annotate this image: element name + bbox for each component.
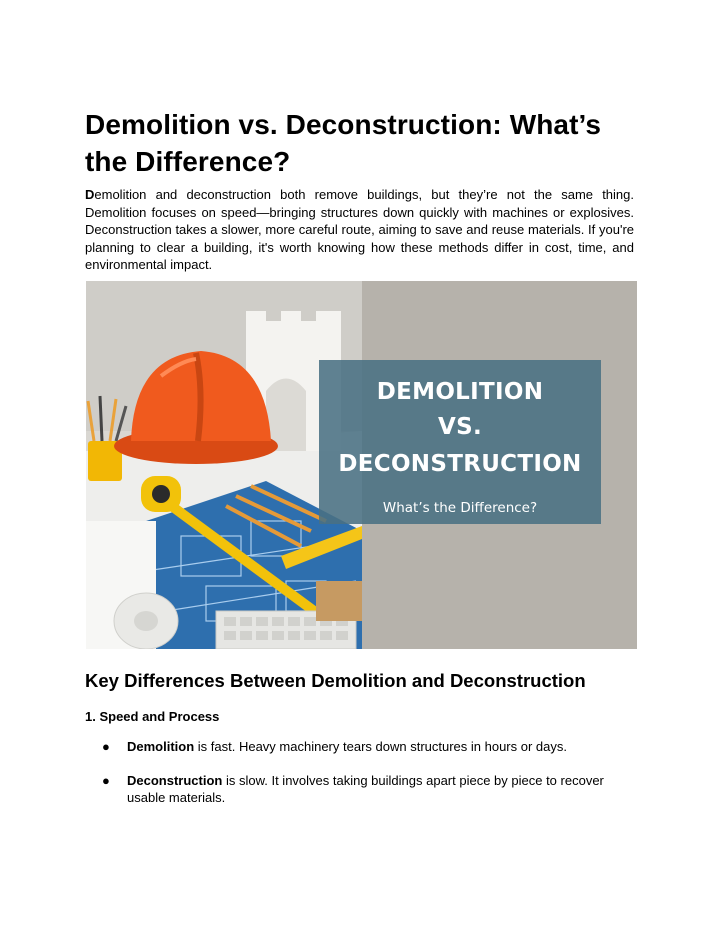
title-banner (319, 360, 601, 524)
bullet-text: is slow. It involves taking buildings apart piece by piece to recover usable materials. (127, 772, 604, 806)
bullet-text: is fast. Heavy machinery tears down structures in hours or days. (194, 739, 567, 754)
bullet-list (85, 738, 635, 823)
section-heading: Key Differences Between Demolition and Deconstruction (85, 670, 586, 691)
list-item (85, 772, 635, 807)
intro-paragraph (85, 186, 634, 274)
bullet-term: Deconstruction (127, 772, 223, 788)
hero-image (86, 281, 637, 649)
banner-line-3: DECONSTRUCTION (338, 451, 582, 477)
banner-line-1: DEMOLITION (376, 379, 544, 405)
intro-text: emolition and deconstruction both remove buildings, but they’re not the same thing. Demolition focuses on speed—bringing structures down quickly with machines or explosives. Deconstruction takes a slower, more careful route, aiming to save and reuse materials. If you're planning to clear a building, it's worth knowing how these methods differ in cost, time, and environmental impact. (85, 187, 634, 273)
subsection-heading: 1. Speed and Process (85, 709, 220, 724)
bullet-marker: ● (102, 739, 110, 754)
article-title: Demolition vs. Deconstruction: What’s the Difference? (85, 109, 602, 177)
intro-drop-letter: D (85, 187, 95, 202)
list-item (85, 738, 635, 756)
bullet-term: Demolition (127, 739, 195, 754)
banner-line-2: VS. (437, 414, 482, 440)
bullet-marker: ● (102, 772, 110, 788)
banner-subtitle: What’s the Difference? (382, 500, 538, 516)
